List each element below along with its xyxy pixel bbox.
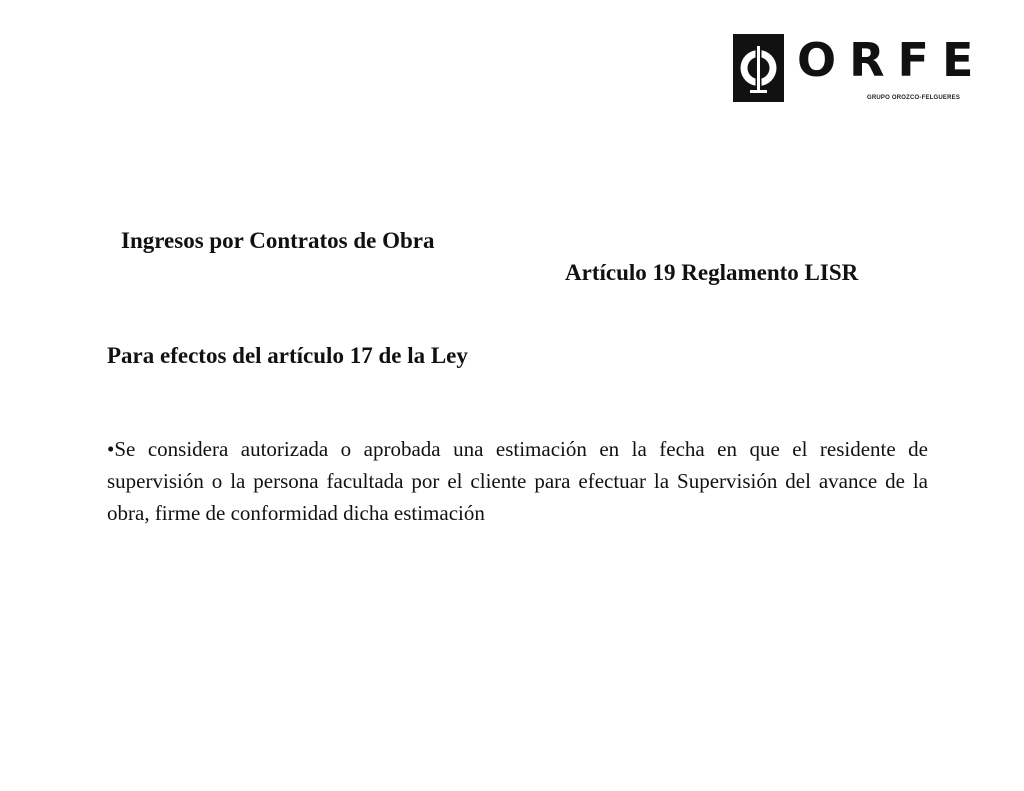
body-paragraph: •Se considera autorizada o aprobada una estimación en la fecha en que el residente de supervisión o la persona facultada por el cliente para efectuar la Supervisión del avance de la obra, firme de conformidad dicha estimación <box>107 437 928 525</box>
page-title: Ingresos por Contratos de Obra <box>121 228 435 253</box>
logo-wordmark: ORFE <box>797 33 987 87</box>
article-reference: Artículo 19 Reglamento LISR <box>565 260 859 285</box>
section-subheading: Para efectos del artículo 17 de la Ley <box>107 343 468 368</box>
logo-tagline: GRUPO OROZCO-FELGUERES <box>867 95 961 101</box>
orfe-logo-icon <box>733 34 784 102</box>
company-logo <box>733 33 987 104</box>
